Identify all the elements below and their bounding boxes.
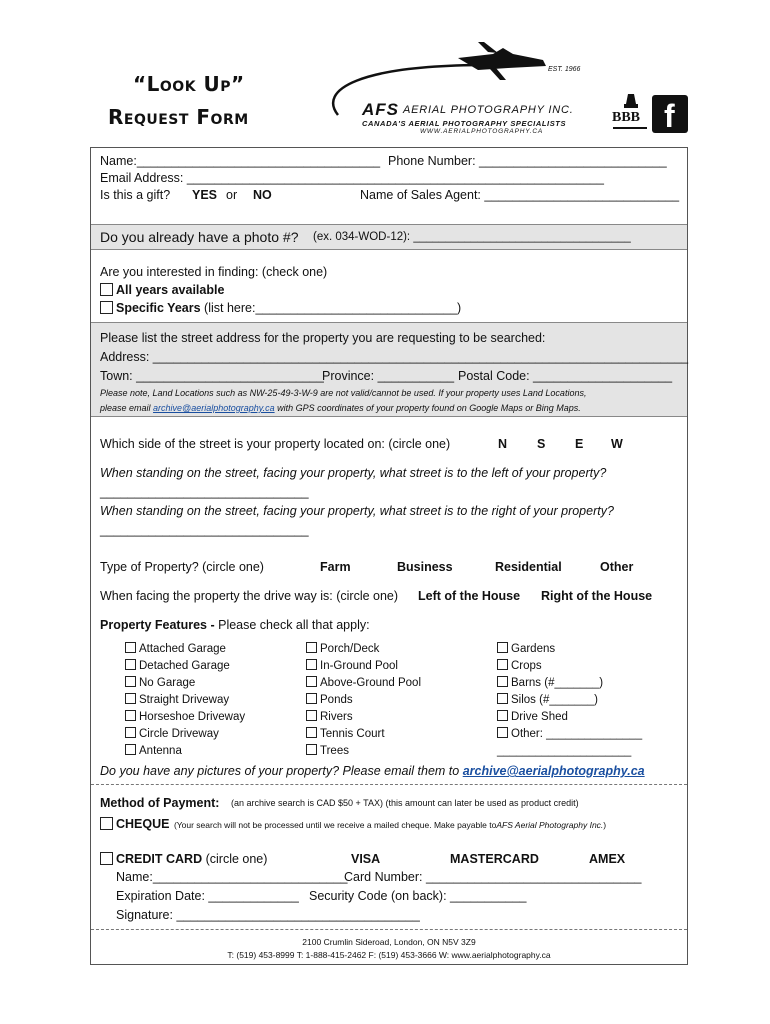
cheque-note: (Your search will not be processed until we receive a mailed cheque. Make payable to [173,820,497,830]
type-business-option[interactable]: Business [397,560,453,574]
gps-note-post: with GPS coordinates of your property found on Google Maps or Bing Maps. [277,403,581,413]
feature-no-garage[interactable] [125,675,245,692]
archive-email-link[interactable]: archive@aerialphotography.ca [153,403,275,413]
cc-expiry-field[interactable]: Expiration Date: _____________ [116,889,299,903]
feature-label: Ponds [320,694,353,706]
feature-crops[interactable] [497,658,642,675]
feature-drive-shed[interactable] [497,709,642,726]
street-side-question: Which side of the street is your property located on: (circle one) [100,437,451,451]
specific-years-checkbox[interactable] [100,301,113,314]
checkbox[interactable] [306,727,317,738]
card-mastercard-option[interactable]: MASTERCARD [450,852,539,866]
feature-label: Straight Driveway [139,694,230,706]
address-field[interactable]: Address: _____________________________________________________________________________ [100,350,689,364]
cheque-label: CHEQUE [116,817,170,831]
type-farm-option[interactable]: Farm [320,560,351,574]
card-amex-option[interactable]: AMEX [589,852,626,866]
checkbox[interactable] [125,727,136,738]
logo-name: AERIAL PHOTOGRAPHY INC. [403,104,574,116]
features-col1 [125,641,245,760]
checkbox[interactable] [125,693,136,704]
checkbox[interactable] [125,710,136,721]
feature-label: Horseshoe Driveway [139,711,246,723]
side-n-option[interactable]: N [498,437,508,451]
checkbox[interactable] [125,744,136,755]
specific-years-field[interactable]: (list here:_____________________________) [204,301,462,315]
address-instruction: Please list the street address for the property you are requesting to be searched: [100,331,546,345]
specific-years-label: Specific Years [116,301,201,315]
credit-card-note: (circle one) [205,852,268,866]
driveway-left-option[interactable]: Left of the House [418,589,521,603]
feature-aboveground-pool[interactable] [306,675,421,692]
checkbox[interactable] [497,693,508,704]
gift-yes-option[interactable]: YES [192,188,218,202]
logo-brand: AFS [362,100,399,119]
title-line2: Request Form [108,105,249,129]
pictures-row [100,764,645,778]
feature-label: In-Ground Pool [320,660,398,672]
checkbox[interactable] [306,744,317,755]
gps-note-pre: please email [100,403,151,413]
right-street-question: When standing on the street, facing your property, what street is to the right of your property? [100,504,614,518]
postal-code-field[interactable]: Postal Code: ____________________ [458,369,673,383]
type-other-option[interactable]: Other [600,560,634,574]
cc-number-field[interactable]: Card Number: _______________________________ [344,870,642,884]
pictures-email-link[interactable]: archive@aerialphotography.ca [462,764,645,778]
checkbox[interactable] [497,727,508,738]
feature-label: Above-Ground Pool [320,677,422,689]
land-location-note: Please note, Land Locations such as NW-25-49-3-W-9 are not valid/cannot be used. If your property uses Land Locations, [100,388,587,398]
cc-name-field[interactable]: Name:____________________________ [116,870,348,884]
pictures-question: Do you have any pictures of your property? Please email them to [100,764,460,778]
cheque-payee: AFS Aerial Photography Inc. [496,820,604,830]
feature-attached-garage[interactable] [125,641,245,658]
feature-label: Silos (#_______) [511,694,598,706]
logo-url: WWW.AERIALPHOTOGRAPHY.CA [420,128,543,135]
side-s-option[interactable]: S [537,437,546,451]
bbb-underline [613,127,647,129]
title-line1: “Look Up” [133,72,245,96]
credit-card-label: CREDIT CARD [116,852,203,866]
side-e-option[interactable]: E [575,437,584,451]
feature-detached-garage[interactable] [125,658,245,675]
specific-years-option[interactable] [100,301,461,315]
cheque-option[interactable] [100,815,606,833]
feature-trees[interactable] [306,743,421,760]
checkbox[interactable] [497,710,508,721]
cc-security-code-field[interactable]: Security Code (on back): ___________ [309,889,527,903]
est-label: EST. 1966 [548,66,581,73]
name-field[interactable]: Name:___________________________________ [100,154,381,168]
feature-ponds[interactable] [306,692,421,709]
years-question: Are you interested in finding: (check one) [100,265,328,279]
cheque-checkbox[interactable] [100,817,113,830]
photo-question: Do you already have a photo #? [100,229,299,245]
feature-barns[interactable] [497,675,642,692]
facebook-glyph: f [664,98,675,134]
checkbox[interactable] [125,676,136,687]
checkbox[interactable] [306,659,317,670]
gift-or-label: or [226,188,238,202]
feature-label: Detached Garage [139,660,230,672]
feature-silos[interactable] [497,692,642,709]
feature-label: Drive Shed [511,711,568,723]
checkbox[interactable] [306,676,317,687]
province-field[interactable]: Province: ___________ [322,369,455,383]
phone-field[interactable]: Phone Number: ___________________________ [388,154,667,168]
torch-icon [614,94,648,108]
feature-horseshoe-driveway[interactable] [125,709,245,726]
feature-label: Trees [320,745,349,757]
feature-label: Other: _______________ [511,728,643,740]
payment-heading: Method of Payment: [100,796,220,810]
feature-label: Rivers [320,711,353,723]
feature-label: Antenna [139,745,182,757]
driveway-question: When facing the property the drive way is: (circle one) [100,589,399,603]
payment-note: (an archive search is CAD $50 + TAX) (this amount can later be used as product credit) [231,798,579,808]
checkbox[interactable] [306,642,317,653]
footer-address: 2100 Crumlin Sideroad, London, ON N5V 3Z9 [302,937,476,947]
right-street-field[interactable]: ______________________________ [100,523,309,537]
photo-number-field[interactable]: (ex. 034-WOD-12): __________________________________ [313,231,631,243]
feature-other-extra-field[interactable]: _____________________ [497,745,632,757]
all-years-option[interactable] [100,283,224,297]
facebook-icon[interactable] [652,95,688,133]
feature-label: Circle Driveway [139,728,219,740]
feature-label: No Garage [139,677,196,689]
left-street-question: When standing on the street, facing your property, what street is to the left of your property? [100,466,607,480]
features-heading: Property Features - [100,618,215,632]
feature-label: Porch/Deck [320,643,380,655]
town-field[interactable]: Town: ___________________________ [100,369,324,383]
email-field[interactable]: Email Address: ____________________________________________________________ [100,171,604,185]
checkbox[interactable] [497,676,508,687]
credit-card-option[interactable] [100,852,267,866]
bbb-label: BBB [612,110,641,125]
checkbox[interactable] [497,659,508,670]
logo-tagline: CANADA'S AERIAL PHOTOGRAPHY SPECIALISTS [362,119,567,128]
feature-porch-deck[interactable] [306,641,421,658]
feature-inground-pool[interactable] [306,658,421,675]
features-heading-row [100,618,370,632]
feature-label: Barns (#_______) [511,677,604,689]
feature-label: Attached Garage [139,643,226,655]
feature-tennis-court[interactable] [306,726,421,743]
feature-antenna[interactable] [125,743,245,760]
payment-divider [91,784,687,785]
type-residential-option[interactable]: Residential [495,560,562,574]
credit-card-checkbox[interactable] [100,852,113,865]
features-col3 [497,641,642,760]
feature-rivers[interactable] [306,709,421,726]
sales-agent-field[interactable]: Name of Sales Agent: ____________________________ [360,188,680,202]
gift-no-option[interactable]: NO [253,188,272,202]
cc-signature-field[interactable]: Signature: ___________________________________ [116,908,420,922]
feature-gardens[interactable] [497,641,642,658]
checkbox[interactable] [125,659,136,670]
side-w-option[interactable]: W [611,437,623,451]
features-col2 [306,641,421,760]
driveway-right-option[interactable]: Right of the House [541,589,653,603]
feature-circle-driveway[interactable] [125,726,245,743]
all-years-checkbox[interactable] [100,283,113,296]
feature-label: Crops [511,660,542,672]
checkbox[interactable] [306,693,317,704]
checkbox[interactable] [306,710,317,721]
property-type-question: Type of Property? (circle one) [100,560,264,574]
footer-contact: T: (519) 453-8999 T: 1-888-415-2462 F: (519) 453-3666 W: www.aerialphotography.ca [227,950,551,960]
checkbox[interactable] [125,642,136,653]
cheque-close: ) [603,820,607,830]
checkbox[interactable] [497,642,508,653]
feature-label: Tennis Court [320,728,385,740]
gps-note [100,403,581,413]
feature-other[interactable] [497,726,642,743]
left-street-field[interactable]: ______________________________ [100,485,309,499]
feature-label: Gardens [511,643,556,655]
all-years-label: All years available [116,283,225,297]
feature-straight-driveway[interactable] [125,692,245,709]
footer-divider [91,929,687,930]
features-instruction: Please check all that apply: [218,618,370,632]
gift-question: Is this a gift? [100,188,171,202]
card-visa-option[interactable]: VISA [351,852,381,866]
